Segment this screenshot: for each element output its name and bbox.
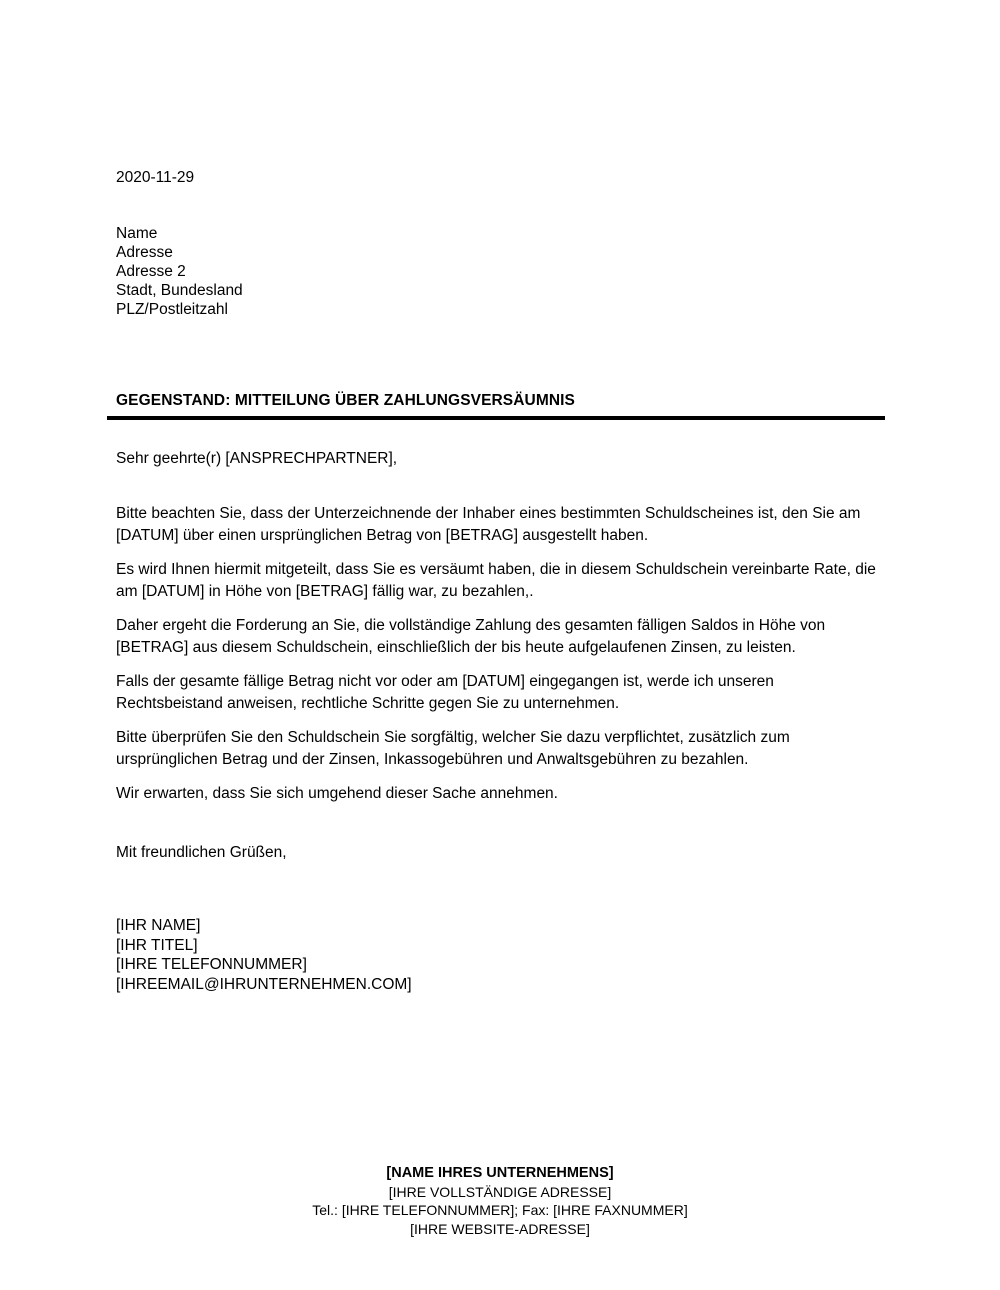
signer-phone: [IHRE TELEFONNUMMER] [116, 956, 307, 973]
letter-footer [0, 1164, 1000, 1238]
footer-contact: Tel.: [IHRE TELEFONNUMMER]; Fax: [IHRE FAXNUMMER] [312, 1202, 688, 1218]
salutation: Sehr geehrte(r) [ANSPRECHPARTNER], [116, 450, 398, 467]
footer-company-name: [NAME IHRES UNTERNEHMENS] [386, 1165, 614, 1181]
body-paragraph-5: Bitte überprüfen Sie den Schuldschein Sie sorgfältig, welcher Sie dazu verpflichtet, zusätzlich zum ursprünglichen Betrag und der Zinsen, Inkassogebühren und Anwaltsgebühren zu bezahlen. [116, 729, 790, 768]
recipient-city-state: Stadt, Bundesland [116, 282, 243, 299]
signature-block [116, 916, 412, 994]
recipient-address-1: Adresse [116, 244, 173, 261]
signer-email: [IHREEMAIL@IHRUNTERNEHMEN.COM] [116, 975, 412, 993]
recipient-postal-code: PLZ/Postleitzahl [116, 301, 228, 318]
body-paragraph-6: Wir erwarten, dass Sie sich umgehend dieser Sache annehmen. [116, 785, 558, 802]
signer-title: [IHR TITEL] [116, 936, 198, 954]
recipient-address-2: Adresse 2 [116, 263, 186, 280]
subject-heading: GEGENSTAND: MITTEILUNG ÜBER ZAHLUNGSVERSÄUMNIS [116, 392, 575, 409]
subject-divider-rule [107, 416, 885, 420]
signer-name: [IHR NAME] [116, 917, 201, 934]
body-paragraph-3: Daher ergeht die Forderung an Sie, die vollständige Zahlung des gesamten fälligen Saldos in Höhe von [BETRAG] aus diesem Schuldschein, einschließlich der bis heute aufgelaufenen Zinsen, zu leisten. [116, 617, 826, 656]
letter-date: 2020-11-29 [116, 169, 195, 186]
subject-section [107, 391, 885, 420]
body-paragraph-1: Bitte beachten Sie, dass der Unterzeichnende der Inhaber eines bestimmten Schuldscheines ist, den Sie am [DATUM] über einen ursprünglichen Betrag von [BETRAG] ausgestellt haben. [116, 505, 861, 544]
footer-address: [IHRE VOLLSTÄNDIGE ADRESSE] [388, 1183, 612, 1200]
recipient-name: Name [116, 225, 158, 242]
recipient-address-block [116, 224, 243, 319]
body-paragraph-4: Falls der gesamte fällige Betrag nicht vor oder am [DATUM] eingegangen ist, werde ich unseren Rechtsbeistand anweisen, rechtliche Schritte gegen Sie zu unternehmen. [116, 673, 774, 712]
closing-salutation: Mit freundlichen Grüßen, [116, 844, 287, 861]
body-paragraph-2: Es wird Ihnen hiermit mitgeteilt, dass Sie es versäumt haben, die in diesem Schuldschein vereinbarte Rate, die am [DATUM] in Höhe von [BETRAG] fällig war, zu bezahlen,. [116, 561, 876, 600]
footer-website: [IHRE WEBSITE-ADRESSE] [410, 1220, 590, 1237]
letter-body [116, 503, 880, 805]
